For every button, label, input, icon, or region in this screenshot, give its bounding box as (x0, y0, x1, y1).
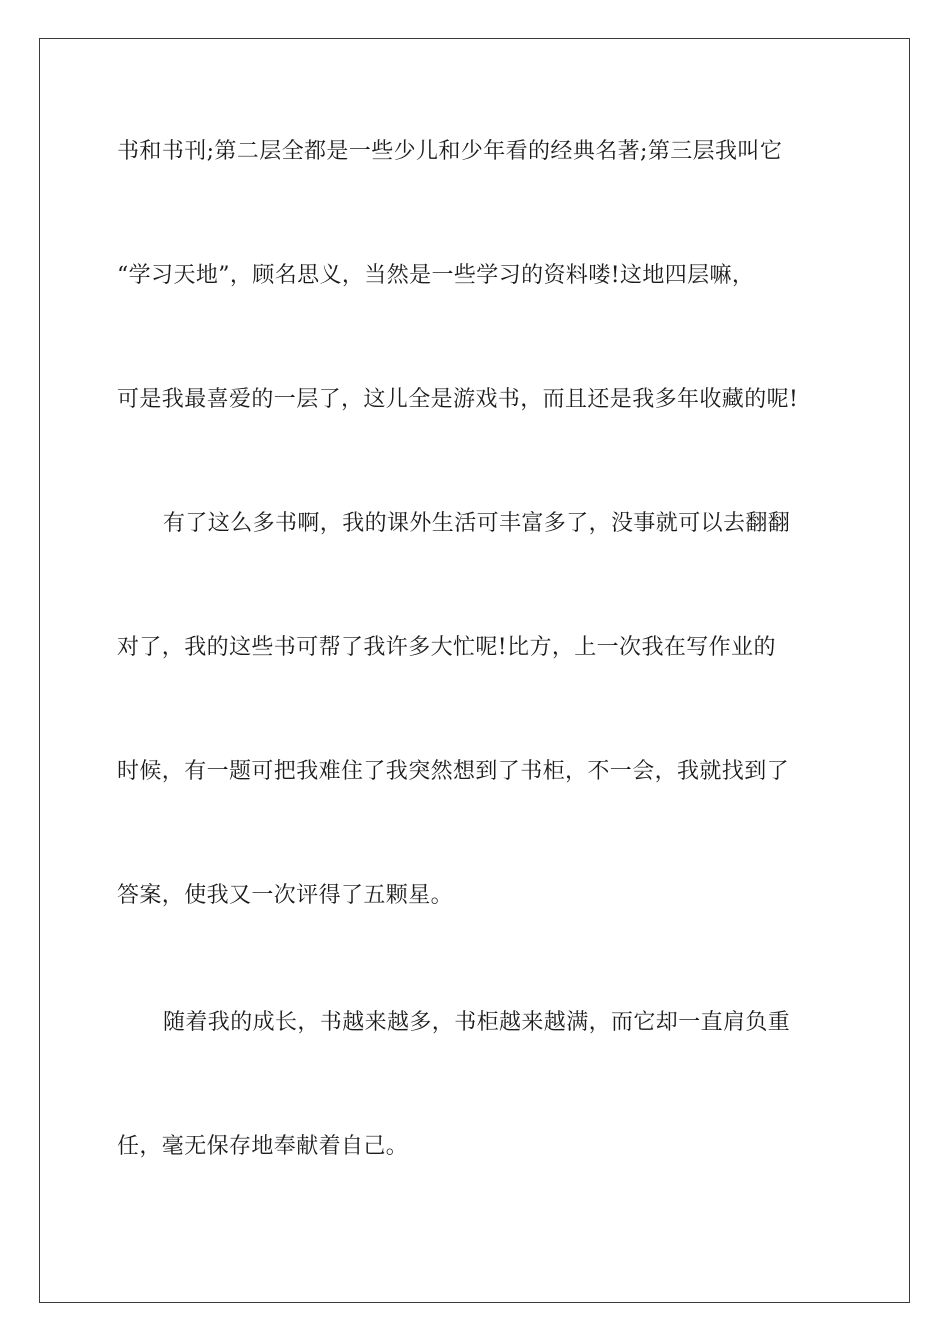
text-line-6: 时候，有一题可把我难住了我突然想到了书柜，不一会，我就找到了 (117, 759, 790, 784)
text-line-9: 任，毫无保存地奉献着自己。 (117, 1134, 409, 1159)
text-line-8-paragraph-start: 随着我的成长，书越来越多，书柜越来越满，而它却一直肩负重 (163, 1010, 791, 1035)
text-line-2: “学习天地”，顾名思义，当然是一些学习的资料喽!这地四层嘛， (117, 263, 755, 288)
text-line-4-paragraph-start: 有了这么多书啊，我的课外生活可丰富多了，没事就可以去翻翻 (163, 511, 791, 536)
text-line-7: 答案，使我又一次评得了五颗星。 (117, 883, 454, 908)
text-line-5: 对了，我的这些书可帮了我许多大忙呢!比方，上一次我在写作业的 (117, 635, 776, 660)
page-border (39, 38, 910, 1303)
text-line-1: 书和书刊;第二层全都是一些少儿和少年看的经典名著;第三层我叫它 (117, 139, 783, 164)
text-line-3: 可是我最喜爱的一层了，这儿全是游戏书，而且还是我多年收藏的呢! (117, 387, 799, 412)
